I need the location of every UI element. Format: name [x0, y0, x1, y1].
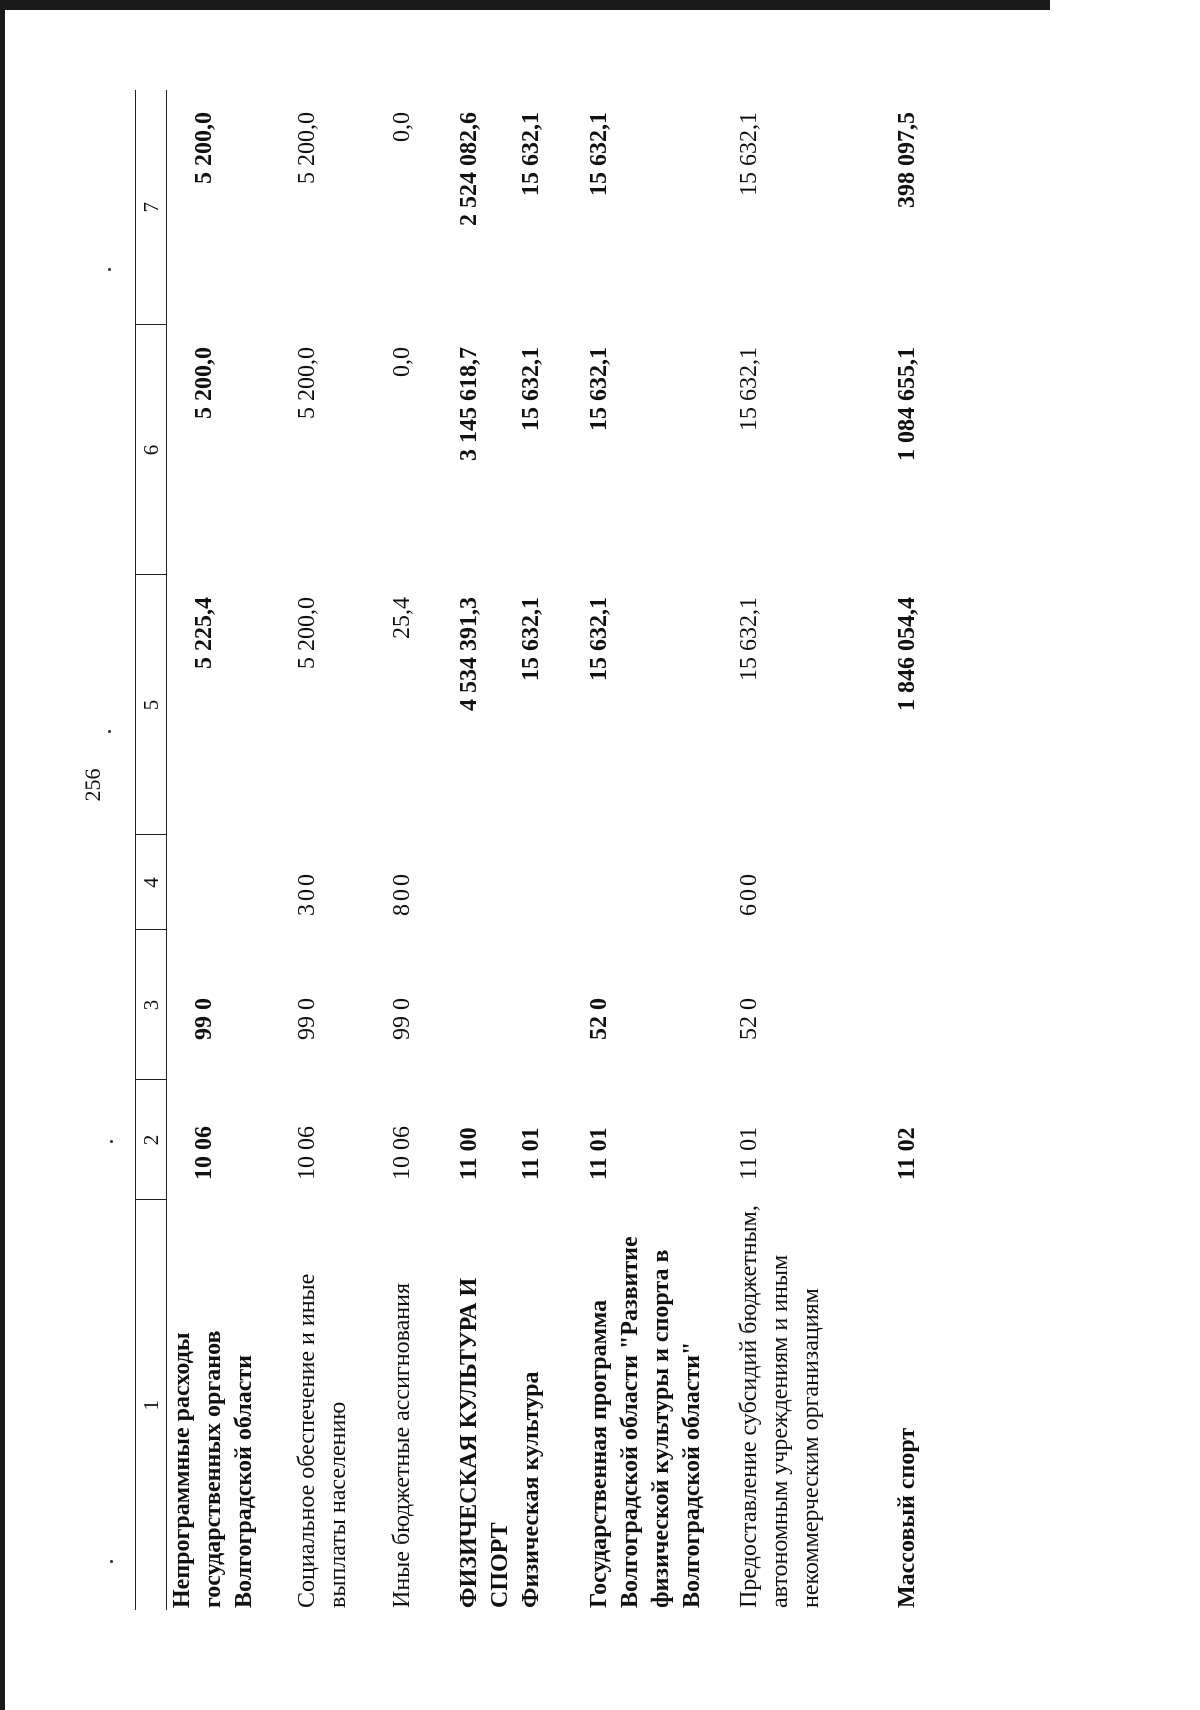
row-expense-type: 300: [293, 871, 320, 916]
row-section-code: 11 01: [517, 1127, 544, 1180]
row-value-col6: 15 632,1: [585, 347, 612, 431]
scan-speck: [110, 1140, 113, 1143]
header-col-3: 3: [136, 930, 167, 1080]
row-section-code: 11 01: [585, 1127, 612, 1180]
table-row: [516, 90, 584, 1610]
row-value-col7: 2 524 082,6: [455, 112, 482, 226]
row-value-col6: 3 145 618,7: [455, 347, 482, 461]
table-row: [454, 90, 516, 1610]
table-row: [292, 90, 387, 1610]
row-expense-type: [584, 835, 734, 930]
table-row: [387, 90, 454, 1610]
row-value-col5: 25,4: [388, 597, 415, 639]
row-value-col6: 5 200,0: [293, 347, 320, 419]
row-name: Социальное обеспечение и иные выплаты населению: [293, 1273, 351, 1608]
row-expense-type: [167, 835, 292, 930]
row-value-col7: 5 200,0: [293, 112, 320, 184]
row-value-col6: 5 200,0: [191, 347, 217, 419]
row-section-code: 10 06: [191, 1126, 217, 1180]
row-section-code: 10 06: [293, 1126, 320, 1180]
row-value-col5: 15 632,1: [585, 597, 612, 681]
table-row: [892, 90, 952, 1610]
header-col-1: 1: [136, 1200, 167, 1610]
row-value-col7: 15 632,1: [585, 112, 612, 196]
row-program-code: 52 0: [735, 998, 762, 1040]
row-value-col5: 15 632,1: [735, 597, 762, 681]
row-program-code: 52 0: [585, 998, 612, 1040]
row-name: Предоставление субсидий бюджетным, автономным учреждениям и иным некоммерческим организациям: [735, 1205, 824, 1608]
rotated-sheet: [80, 30, 1110, 1640]
row-program-code: [892, 930, 952, 1080]
header-row: [136, 90, 167, 1610]
row-value-col7: 15 632,1: [517, 112, 544, 196]
header-col-2: 2: [136, 1080, 167, 1200]
row-program-code: [516, 930, 584, 1080]
row-value-col5: 5 200,0: [293, 597, 320, 669]
row-value-col7: 398 097,5: [893, 112, 920, 208]
table-row: [584, 90, 734, 1610]
row-program-code: [454, 930, 516, 1080]
row-section-code: 11 02: [893, 1127, 920, 1180]
scan-edge-top: [0, 0, 1050, 10]
header-col-5: 5: [136, 575, 167, 835]
row-value-col5: 15 632,1: [517, 597, 544, 681]
row-value-col7: 15 632,1: [735, 112, 762, 196]
row-value-col7: 0,0: [388, 112, 415, 142]
row-expense-type: [516, 835, 584, 930]
row-section-code: 11 00: [455, 1127, 482, 1180]
header-col-4: 4: [136, 835, 167, 930]
row-expense-type: [892, 835, 952, 930]
row-value-col6: 15 632,1: [517, 347, 544, 431]
scan-speck: [108, 268, 111, 271]
row-value-col5: 4 534 391,3: [455, 597, 482, 711]
row-program-code: 99 0: [293, 998, 320, 1040]
row-value-col6: 1 084 655,1: [893, 347, 920, 461]
row-expense-type: [454, 835, 516, 930]
row-name: Иные бюджетные ассигнования: [388, 1283, 415, 1608]
row-value-col6: 15 632,1: [735, 347, 762, 431]
row-program-code: 99 0: [388, 998, 415, 1040]
row-expense-type: 600: [735, 871, 762, 916]
row-section-code: 11 01: [735, 1126, 762, 1180]
row-value-col7: 5 200,0: [191, 112, 217, 184]
row-section-code: 10 06: [388, 1126, 415, 1180]
header-col-7: 7: [136, 90, 167, 325]
row-name: ФИЗИЧЕСКАЯ КУЛЬТУРА И СПОРТ: [455, 1277, 513, 1608]
row-name: Непрограммные расходы государственных органов Волгоградской области: [169, 1330, 257, 1608]
row-name: Массовый спорт: [893, 1427, 920, 1608]
table-row: [734, 90, 892, 1610]
row-name: Физическая культура: [517, 1371, 544, 1608]
budget-table: [135, 90, 952, 1610]
row-value-col5: 1 846 054,4: [893, 597, 920, 711]
row-name: Государственная программа Волгоградской области "Развитие физической культуры и спорта в Волгоградской области": [585, 1236, 705, 1608]
page-number: 256: [80, 768, 105, 802]
row-program-code: 99 0: [191, 998, 217, 1040]
header-col-6: 6: [136, 325, 167, 575]
row-value-col5: 5 225,4: [191, 597, 217, 669]
scan-edge-left: [0, 0, 5, 1710]
table-row: [167, 90, 292, 1610]
row-value-col6: 0,0: [388, 347, 415, 377]
scan-speck: [110, 1560, 113, 1563]
scan-speck: [108, 730, 111, 733]
row-expense-type: 800: [388, 871, 415, 916]
